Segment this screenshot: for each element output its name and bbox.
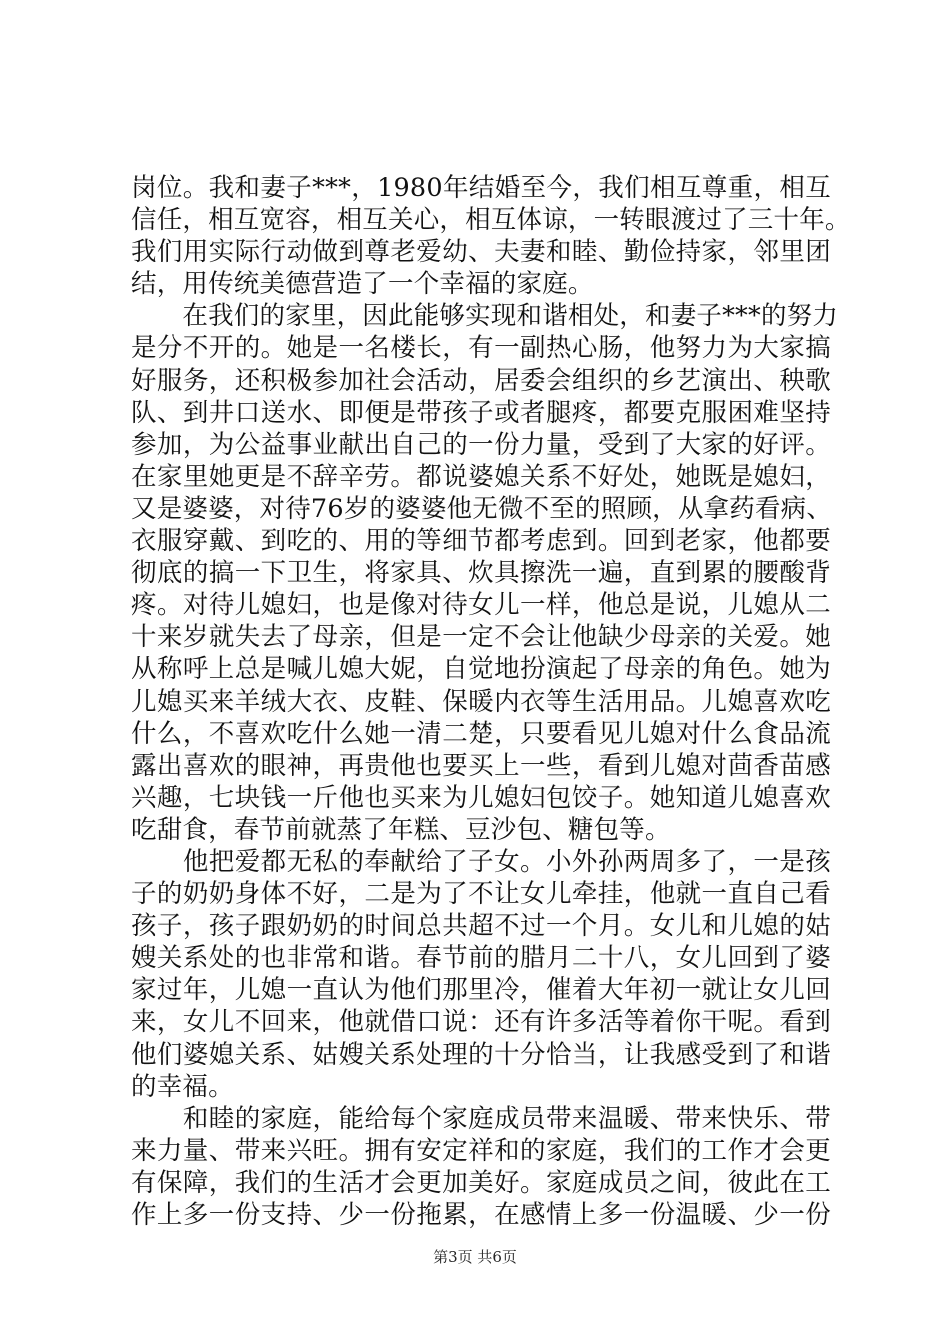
text-line: 家过年，儿媳一直认为他们那里冷，催着大年初一就让女儿回 bbox=[131, 975, 831, 1006]
text-line: 什么，不喜欢吃什么她一清二楚，只要看见儿媳对什么食品流 bbox=[131, 718, 831, 749]
text-line: 他把爱都无私的奉献给了子女。小外孙两周多了，一是孩 bbox=[131, 846, 831, 877]
text-line: 他们婆媳关系、姑嫂关系处理的十分恰当，让我感受到了和谐 bbox=[131, 1039, 831, 1070]
text-line: 好服务，还积极参加社会活动，居委会组织的乡艺演出、秧歌 bbox=[131, 365, 831, 396]
text-line: 又是婆婆，对待76岁的婆婆他无微不至的照顾，从拿药看病、 bbox=[131, 493, 833, 524]
text-line: 有保障，我们的生活才会更加美好。家庭成员之间，彼此在工 bbox=[131, 1167, 831, 1198]
page-footer: 第3页 共6页 bbox=[433, 1248, 517, 1266]
text-line: 作上多一份支持、少一份拖累，在感情上多一份温暖、少一份 bbox=[131, 1200, 831, 1230]
text-line: 儿媳买来羊绒大衣、皮鞋、保暖内衣等生活用品。儿媳喜欢吃 bbox=[131, 686, 831, 717]
text-line: 嫂关系处的也非常和谐。春节前的腊月二十八，女儿回到了婆 bbox=[131, 943, 831, 974]
text-line: 在我们的家里，因此能够实现和谐相处，和妻子***的努力 bbox=[131, 301, 839, 332]
text-line: 是分不开的。她是一名楼长，有一副热心肠，他努力为大家搞 bbox=[131, 333, 831, 364]
body-text bbox=[131, 172, 851, 1231]
text-line: 队、到井口送水、即便是带孩子或者腿疼，都要克服困难坚持 bbox=[131, 397, 831, 428]
text-line: 信任，相互宽容，相互关心，相互体谅，一转眼渡过了三十年。 bbox=[131, 205, 851, 236]
text-line: 兴趣，七块钱一斤他也买来为儿媳妇包饺子。她知道儿媳喜欢 bbox=[131, 782, 831, 813]
text-line: 在家里她更是不辞辛劳。都说婆媳关系不好处，她既是媳妇， bbox=[131, 461, 831, 492]
text-line: 从称呼上总是喊儿媳大妮，自觉地扮演起了母亲的角色。她为 bbox=[131, 654, 831, 685]
text-line: 和睦的家庭，能给每个家庭成员带来温暖、带来快乐、带 bbox=[131, 1103, 831, 1134]
text-line: 的幸福。 bbox=[131, 1071, 234, 1102]
text-line: 孩子，孩子跟奶奶的时间总共超不过一个月。女儿和儿媳的姑 bbox=[131, 911, 831, 942]
text-line: 参加，为公益事业献出自己的一份力量，受到了大家的好评。 bbox=[131, 429, 831, 460]
text-line: 来力量、带来兴旺。拥有安定祥和的家庭，我们的工作才会更 bbox=[131, 1135, 831, 1166]
text-line: 结，用传统美德营造了一个幸福的家庭。 bbox=[131, 269, 594, 300]
text-line: 露出喜欢的眼神，再贵他也要买上一些，看到儿媳对茴香苗感 bbox=[131, 750, 831, 781]
text-line: 子的奶奶身体不好，二是为了不让女儿牵挂，他就一直自己看 bbox=[131, 879, 831, 910]
text-line: 吃甜食，春节前就蒸了年糕、豆沙包、糖包等。 bbox=[131, 814, 671, 845]
text-line: 来，女儿不回来，他就借口说：还有许多活等着你干呢。看到 bbox=[131, 1007, 831, 1038]
text-line: 十来岁就失去了母亲，但是一定不会让他缺少母亲的关爱。她 bbox=[131, 622, 831, 653]
text-line: 岗位。我和妻子***，1980年结婚至今，我们相互尊重，相互 bbox=[131, 173, 831, 203]
text-line: 疼。对待儿媳妇，也是像对待女儿一样，他总是说，儿媳从二 bbox=[131, 590, 831, 621]
text-line: 彻底的搞一下卫生，将家具、炊具擦洗一遍，直到累的腰酸背 bbox=[131, 558, 831, 589]
text-line: 我们用实际行动做到尊老爱幼、夫妻和睦、勤俭持家，邻里团 bbox=[131, 237, 831, 268]
text-line: 衣服穿戴、到吃的、用的等细节都考虑到。回到老家，他都要 bbox=[131, 526, 831, 557]
